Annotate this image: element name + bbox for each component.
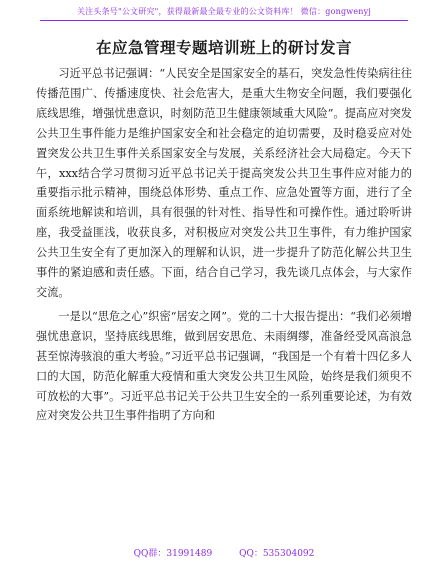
footer-contact <box>0 546 448 559</box>
header-banner: 关注头条号"公文研究"，获得最新最全最专业的公文资料库！ 微信：gongwenyj <box>76 7 372 16</box>
footer-qq-group: QQ群：31991489 <box>133 549 213 559</box>
header-divider <box>40 20 408 21</box>
footer-qq: QQ：535304092 <box>239 549 315 559</box>
document-body <box>36 64 412 430</box>
paragraph: 一是以“思危之心”织密“居安之网”。党的二十大报告提出：“我们必须增强忧患意识，坚持底线思维，做到居安思危、未雨绸缪，准备经受风高浪急甚至惊涛骇浪的重大考验。”习近平总书记强调，“我国是一个有着十四亿多人口的大国，防范化解重大疫情和重大突发公共卫生风险，始终是我们须臾不可放松的大事”。习近平总书记关于公共卫生安全的一系列重要论述，为有效应对突发公共卫生事件指明了方向和 <box>36 309 412 423</box>
document-title: 在应急管理专题培训班上的研讨发言 <box>95 39 352 57</box>
paragraph: 习近平总书记强调：“人民安全是国家安全的基石，突发急性传染病往往传播范围广、传播速度快、社会危害大，是重大生物安全问题，我们要强化底线思维，增强忧患意识，时刻防范卫生健康领域重大风险”。提高应对突发公共卫生事件能力是维护国家安全和社会稳定的迫切需要，及时稳妥应对处置突发公共卫生事件关系国家安全与发展，关系经济社会大局稳定。今天下午，xxx结合学习贯彻习近平总书记关于提高突发公共卫生事件应对能力的重要指示批示精神，围绕总体形势、重点工作、应急处置等方面，进行了全面系统地解读和培训，具有很强的针对性、指导性和可操作性。通过聆听讲座，我受益匪浅，收获良多，对积极应对突发公共卫生事件，有力维护国家公共卫生安全有了更加深入的理解和认识，进一步提升了防范化解公共卫生事件的紧迫感和责任感。下面，结合自己学习，我先谈几点体会，与大家作交流。 <box>36 67 412 299</box>
